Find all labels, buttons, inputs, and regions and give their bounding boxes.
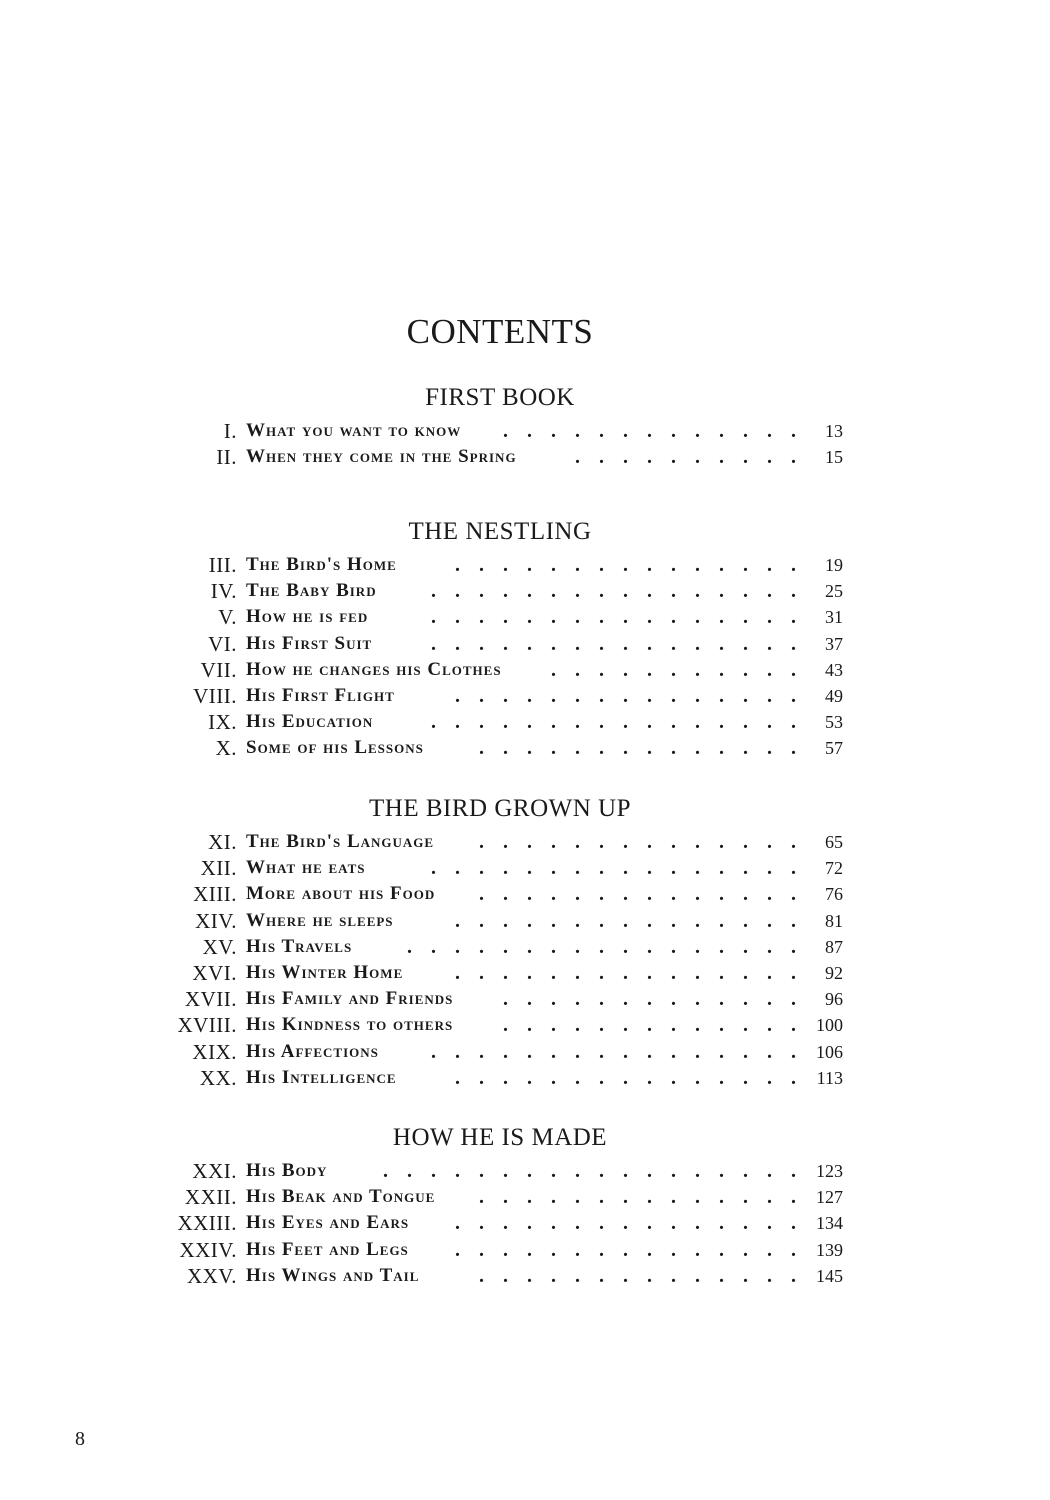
dot-leader: ...............: [455, 684, 815, 707]
page-reference: 65: [825, 832, 843, 852]
chapter-number: XXIV.: [179, 1237, 237, 1262]
toc-section-the-nestling: [0, 512, 1050, 762]
page-reference: 37: [825, 633, 843, 654]
toc-entry: [0, 1039, 1050, 1065]
chapter-title: His Winter Home: [246, 961, 404, 983]
dot-leader: ...............: [455, 1238, 815, 1261]
toc-entry: [0, 986, 1050, 1012]
dot-leader: ..................: [383, 1160, 815, 1182]
toc-entry: [0, 960, 1050, 986]
dot-leader: .............: [503, 988, 815, 1011]
chapter-title: The Baby Bird: [246, 580, 377, 602]
chapter-number: XVIII.: [177, 1013, 237, 1038]
toc-section-first-book: [0, 378, 1050, 470]
page-reference: 134: [816, 1213, 843, 1234]
section-title: THE NESTLING: [408, 518, 592, 545]
toc-entry: [0, 1263, 1050, 1289]
toc-entry: [0, 709, 1050, 735]
toc-list: [0, 552, 1050, 762]
page-reference: 123: [816, 1161, 843, 1181]
dot-leader: ................: [431, 857, 815, 880]
toc-section-how-he-is-made: [0, 1118, 1050, 1289]
page-reference: 31: [825, 607, 843, 628]
page-reference: 81: [825, 910, 843, 931]
dot-leader: ..............: [479, 883, 815, 906]
chapter-number: XIII.: [193, 882, 237, 907]
chapter-number: VI.: [208, 631, 237, 656]
chapter-number: IX.: [208, 710, 237, 735]
dot-leader: ...............: [455, 1066, 815, 1089]
toc-entry: [0, 683, 1050, 709]
chapter-title: What you want to know: [246, 420, 462, 441]
chapter-number: V.: [218, 605, 237, 630]
toc-entry: [0, 735, 1050, 761]
page-reference: 43: [825, 659, 843, 680]
chapter-number: III.: [208, 553, 237, 577]
chapter-title: More about his Food: [246, 883, 436, 905]
toc-entry: [0, 908, 1050, 934]
dot-leader: .................: [407, 935, 815, 958]
dot-leader: ................: [431, 711, 815, 734]
page-number: 8: [75, 1428, 85, 1450]
chapter-title: The Bird's Language: [246, 831, 435, 852]
chapter-title: His Beak and Tongue: [246, 1186, 436, 1208]
toc-entry: [0, 881, 1050, 907]
dot-leader: ...............: [455, 554, 815, 576]
chapter-title: Some of his Lessons: [246, 737, 424, 759]
toc-entry: [0, 552, 1050, 578]
chapter-number: XXI.: [192, 1159, 237, 1183]
dot-leader: ...............: [455, 961, 815, 984]
chapter-number: XV.: [202, 934, 237, 959]
dot-leader: ..........: [575, 446, 815, 469]
page-reference: 113: [816, 1067, 843, 1088]
chapter-title: His Family and Friends: [246, 988, 454, 1010]
toc-entry: [0, 1065, 1050, 1091]
chapter-title: His Education: [246, 711, 374, 733]
dot-leader: ..............: [479, 737, 815, 760]
chapter-title: When they come in the Spring: [246, 446, 517, 468]
toc-list: [0, 1158, 1050, 1289]
chapter-title: His Wings and Tail: [246, 1264, 420, 1286]
dot-leader: ...........: [551, 658, 815, 681]
toc-entry: [0, 657, 1050, 683]
chapter-number: IV.: [210, 579, 237, 604]
page-reference: 25: [825, 581, 843, 602]
dot-leader: .............: [503, 1014, 815, 1037]
chapter-number: II.: [216, 445, 237, 470]
page-reference: 96: [825, 989, 843, 1010]
chapter-title: How he changes his Clothes: [246, 658, 502, 680]
dot-leader: ................: [431, 606, 815, 629]
chapter-title: His First Suit: [246, 632, 373, 654]
dot-leader: ................: [431, 1040, 815, 1063]
page-reference: 145: [816, 1265, 843, 1286]
chapter-title: His First Flight: [246, 684, 395, 706]
toc-entry: [0, 631, 1050, 657]
page-reference: 92: [825, 962, 843, 983]
page-reference: 15: [825, 447, 843, 468]
toc-entry: [0, 1184, 1050, 1210]
page-reference: 127: [816, 1187, 843, 1208]
chapter-number: VIII.: [193, 683, 237, 708]
page-reference: 76: [825, 884, 843, 905]
chapter-title: His Body: [246, 1160, 328, 1181]
toc-list: [0, 418, 1050, 470]
toc-entry: [0, 418, 1050, 444]
page-reference: 53: [825, 712, 843, 733]
chapter-number: XI.: [208, 830, 237, 854]
dot-leader: ................: [431, 632, 815, 655]
chapter-number: XX.: [199, 1065, 237, 1090]
chapter-title: His Feet and Legs: [246, 1238, 409, 1260]
dot-leader: .............: [503, 420, 815, 442]
dot-leader: ...............: [455, 1212, 815, 1235]
toc-entry: [0, 1158, 1050, 1184]
section-title: HOW HE IS MADE: [392, 1124, 608, 1151]
toc-entry: [0, 604, 1050, 630]
toc-entry: [0, 444, 1050, 470]
toc-entry: [0, 934, 1050, 960]
chapter-title: His Intelligence: [246, 1066, 397, 1088]
chapter-title: What he eats: [246, 857, 366, 879]
dot-leader: ...............: [455, 909, 815, 932]
page-reference: 49: [825, 685, 843, 706]
toc-entry: [0, 855, 1050, 881]
dot-leader: ..............: [479, 1186, 815, 1209]
toc-entry: [0, 829, 1050, 855]
chapter-number: XII.: [200, 856, 237, 881]
chapter-title: How he is fed: [246, 606, 369, 628]
chapter-title: His Eyes and Ears: [246, 1212, 410, 1234]
chapter-number: XIX.: [192, 1039, 237, 1064]
chapter-title: His Travels: [246, 935, 353, 957]
page-reference: 72: [825, 858, 843, 879]
chapter-title: His Affections: [246, 1040, 379, 1062]
page-reference: 87: [825, 936, 843, 957]
chapter-number: XVI.: [192, 960, 237, 985]
dot-leader: ..............: [479, 831, 815, 853]
chapter-number: XXII.: [184, 1185, 237, 1210]
toc-entry: [0, 578, 1050, 604]
chapter-title: The Bird's Home: [246, 554, 397, 575]
page-reference: 19: [825, 555, 843, 575]
toc-entry: [0, 1237, 1050, 1263]
toc-section-the-bird-grown-up: [0, 789, 1050, 1091]
chapter-number: VII.: [200, 657, 237, 682]
chapter-number: XXV.: [186, 1263, 237, 1288]
toc-entry: [0, 1012, 1050, 1038]
toc-list: [0, 829, 1050, 1091]
page-reference: 13: [825, 421, 843, 441]
page-title: CONTENTS: [406, 312, 594, 351]
page-reference: 139: [816, 1239, 843, 1260]
chapter-number: I.: [223, 419, 237, 443]
page-reference: 100: [816, 1015, 843, 1036]
toc-entry: [0, 1210, 1050, 1236]
chapter-number: XXIII.: [177, 1211, 237, 1236]
chapter-number: X.: [215, 736, 237, 761]
section-title: FIRST BOOK: [425, 384, 575, 411]
chapter-title: Where he sleeps: [246, 909, 394, 931]
dot-leader: ................: [431, 580, 815, 603]
chapter-number: XVII.: [184, 987, 237, 1012]
page-reference: 57: [825, 738, 843, 759]
chapter-title: His Kindness to others: [246, 1014, 454, 1036]
page-reference: 106: [816, 1041, 843, 1062]
dot-leader: ..............: [479, 1264, 815, 1287]
chapter-number: XIV.: [195, 908, 237, 933]
section-title: THE BIRD GROWN UP: [369, 795, 631, 822]
